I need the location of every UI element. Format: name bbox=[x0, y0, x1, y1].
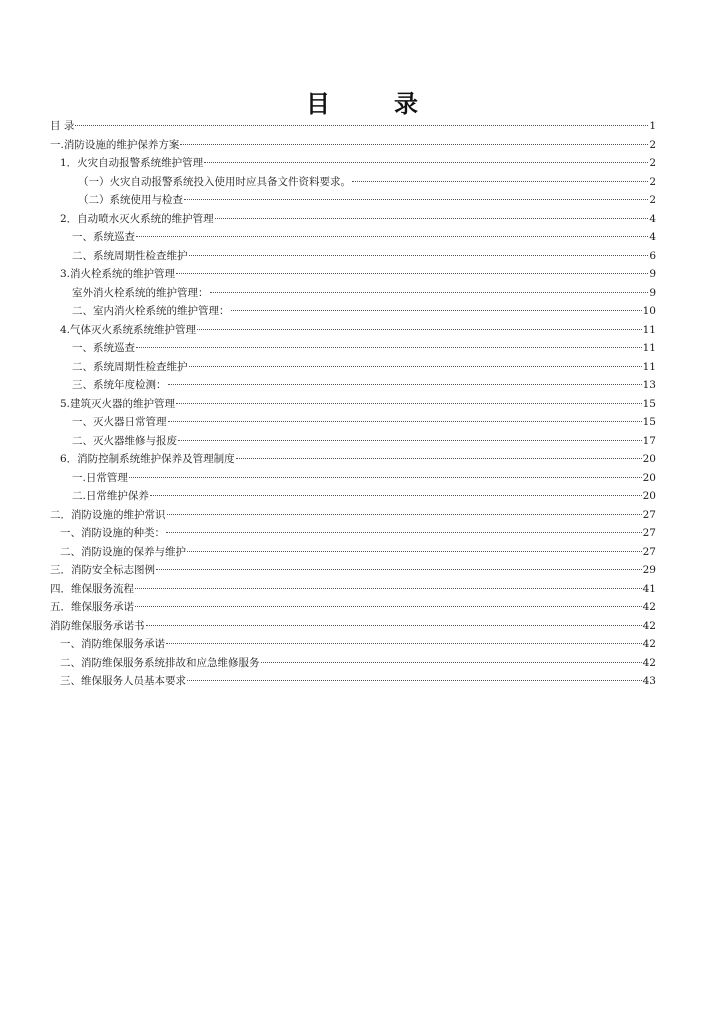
toc-entry-page-number: 27 bbox=[642, 508, 656, 521]
toc-entry-label: 二、灭火器维修与报废 bbox=[72, 434, 177, 447]
toc-entry[interactable] bbox=[50, 450, 656, 469]
toc-entry-label: 二．消防设施的维护常识 bbox=[50, 508, 166, 521]
toc-entry[interactable] bbox=[50, 302, 656, 321]
toc-entry-label: 二、消防维保服务系统排故和应急维修服务 bbox=[60, 656, 260, 669]
toc-entry[interactable] bbox=[50, 413, 656, 432]
toc-entry-label: 4.气体灭火系统系统维护管理 bbox=[60, 323, 197, 336]
toc-entry[interactable] bbox=[50, 136, 656, 155]
toc-entry-page-number: 2 bbox=[649, 138, 656, 151]
toc-entry[interactable] bbox=[50, 654, 656, 673]
toc-entry[interactable] bbox=[50, 506, 656, 525]
toc-entry[interactable] bbox=[50, 117, 656, 136]
toc-entry-page-number: 42 bbox=[642, 656, 656, 669]
toc-entry-page-number: 1 bbox=[649, 120, 656, 132]
toc-entry-page-number: 15 bbox=[642, 416, 656, 428]
page-title bbox=[0, 84, 724, 119]
toc-entry[interactable] bbox=[50, 321, 656, 340]
toc-leader-dots bbox=[210, 292, 649, 293]
toc-leader-dots bbox=[129, 477, 642, 478]
toc-entry[interactable] bbox=[50, 672, 656, 691]
toc-entry-page-number: 42 bbox=[642, 601, 656, 613]
toc-entry-label: 二.日常维护保养 bbox=[72, 490, 149, 502]
toc-entry-page-number: 11 bbox=[642, 360, 656, 373]
toc-entry[interactable] bbox=[50, 432, 656, 451]
toc-leader-dots bbox=[136, 347, 642, 348]
toc-entry-label: 3.消火栓系统的维护管理 bbox=[60, 268, 176, 280]
toc-entry-page-number: 4 bbox=[649, 231, 656, 243]
toc-entry[interactable] bbox=[50, 173, 656, 192]
toc-entry[interactable] bbox=[50, 487, 656, 506]
toc-entry-label: 5.建筑灭火器的维护管理 bbox=[60, 397, 176, 410]
toc-entry-page-number: 27 bbox=[642, 527, 656, 539]
toc-leader-dots bbox=[150, 495, 642, 496]
toc-entry[interactable] bbox=[50, 469, 656, 488]
toc-leader-dots bbox=[189, 366, 642, 367]
toc-entry-page-number: 4 bbox=[649, 212, 656, 225]
toc-entry[interactable] bbox=[50, 358, 656, 377]
toc-entry-page-number: 10 bbox=[642, 305, 656, 317]
toc-entry-page-number: 17 bbox=[642, 434, 656, 447]
toc-entry-page-number: 13 bbox=[642, 379, 656, 391]
toc-entry-page-number: 11 bbox=[642, 323, 656, 336]
toc-leader-dots bbox=[187, 680, 642, 681]
toc-entry[interactable] bbox=[50, 376, 656, 395]
toc-entry-label: 一、系统巡查 bbox=[72, 231, 135, 243]
toc-entry-label: （二）系统使用与检查 bbox=[78, 194, 183, 206]
toc-entry[interactable] bbox=[50, 395, 656, 414]
toc-leader-dots bbox=[184, 199, 648, 200]
toc-leader-dots bbox=[176, 403, 642, 404]
toc-entry[interactable] bbox=[50, 524, 656, 543]
toc-entry-page-number: 41 bbox=[642, 582, 656, 595]
toc-leader-dots bbox=[156, 569, 642, 570]
toc-entry-page-number: 2 bbox=[649, 175, 656, 188]
toc-entry-label: 一.日常管理 bbox=[72, 471, 128, 484]
toc-entry[interactable] bbox=[50, 580, 656, 599]
toc-entry-label: 二、系统周期性检查维护 bbox=[72, 249, 188, 262]
toc-entry-label: 五．维保服务承诺 bbox=[50, 601, 134, 613]
toc-entry-page-number: 15 bbox=[642, 397, 656, 410]
toc-entry-label: 一、消防维保服务承诺 bbox=[60, 638, 165, 650]
toc-leader-dots bbox=[189, 255, 649, 256]
toc-entry-page-number: 20 bbox=[642, 453, 656, 465]
toc-leader-dots bbox=[261, 662, 642, 663]
toc-leader-dots bbox=[197, 329, 642, 330]
toc-entry-page-number: 20 bbox=[642, 471, 656, 484]
toc-entry-page-number: 9 bbox=[649, 268, 656, 280]
toc-leader-dots bbox=[135, 588, 642, 589]
toc-entry-page-number: 43 bbox=[642, 675, 656, 687]
toc-leader-dots bbox=[167, 514, 642, 515]
toc-leader-dots bbox=[168, 384, 642, 385]
toc-entry[interactable] bbox=[50, 617, 656, 636]
toc-entry[interactable] bbox=[50, 635, 656, 654]
toc-entry-page-number: 42 bbox=[642, 619, 656, 632]
toc-entry-label: 一、系统巡查 bbox=[72, 342, 135, 354]
toc-entry-page-number: 2 bbox=[649, 194, 656, 206]
toc-leader-dots bbox=[215, 218, 649, 219]
toc-entry[interactable] bbox=[50, 598, 656, 617]
toc-entry[interactable] bbox=[50, 247, 656, 266]
toc-leader-dots bbox=[236, 458, 642, 459]
toc-leader-dots bbox=[146, 625, 642, 626]
toc-entry-label: 目 录 bbox=[50, 120, 75, 132]
toc-entry[interactable] bbox=[50, 210, 656, 229]
toc-entry-page-number: 20 bbox=[642, 490, 656, 502]
toc-entry[interactable] bbox=[50, 339, 656, 358]
toc-entry-page-number: 42 bbox=[642, 638, 656, 650]
toc-leader-dots bbox=[204, 162, 648, 163]
toc-entry-label: 三、维保服务人员基本要求 bbox=[60, 675, 186, 687]
toc-entry[interactable] bbox=[50, 154, 656, 173]
toc-entry-page-number: 27 bbox=[642, 545, 656, 558]
toc-entry[interactable] bbox=[50, 228, 656, 247]
toc-entry-page-number: 9 bbox=[649, 286, 656, 299]
toc-entry-page-number: 2 bbox=[649, 157, 656, 169]
toc-leader-dots bbox=[187, 551, 642, 552]
toc-entry-label: 三．消防安全标志图例 bbox=[50, 564, 155, 576]
toc-entry-page-number: 11 bbox=[642, 342, 656, 354]
toc-leader-dots bbox=[178, 440, 642, 441]
toc-entry-label: 三、系统年度检测： bbox=[72, 379, 167, 391]
toc-leader-dots bbox=[352, 181, 648, 182]
toc-leader-dots bbox=[135, 606, 642, 607]
toc-leader-dots bbox=[168, 421, 642, 422]
toc-entry-page-number: 6 bbox=[649, 249, 656, 262]
toc-leader-dots bbox=[180, 144, 648, 145]
toc-entry-label: 二、系统周期性检查维护 bbox=[72, 360, 188, 373]
toc-entry-label: 一.消防设施的维护保养方案 bbox=[50, 138, 180, 151]
table-of-contents bbox=[50, 117, 656, 691]
toc-entry-label: 一、灭火器日常管理 bbox=[72, 416, 167, 428]
toc-leader-dots bbox=[176, 273, 648, 274]
title-char-1: 目 bbox=[306, 90, 330, 118]
toc-entry-label: 2．自动喷水灭火系统的维护管理 bbox=[60, 212, 214, 225]
toc-leader-dots bbox=[166, 532, 642, 533]
title-char-2: 录 bbox=[394, 90, 418, 118]
toc-entry[interactable] bbox=[50, 191, 656, 210]
toc-leader-dots bbox=[136, 236, 648, 237]
toc-entry-label: 四．维保服务流程 bbox=[50, 582, 134, 595]
toc-entry[interactable] bbox=[50, 543, 656, 562]
toc-entry-page-number: 29 bbox=[642, 564, 656, 576]
toc-entry[interactable] bbox=[50, 284, 656, 303]
toc-entry-label: 二、消防设施的保养与维护 bbox=[60, 545, 186, 558]
toc-entry[interactable] bbox=[50, 265, 656, 284]
toc-entry-label: 消防维保服务承诺书 bbox=[50, 619, 145, 632]
toc-entry-label: 一、消防设施的种类： bbox=[60, 527, 165, 539]
toc-entry-label: 二、室内消火栓系统的维护管理： bbox=[72, 305, 230, 317]
toc-leader-dots bbox=[75, 125, 648, 126]
toc-entry-label: 6．消防控制系统维护保养及管理制度 bbox=[60, 453, 235, 465]
toc-entry-label: 室外消火栓系统的维护管理： bbox=[72, 286, 209, 299]
toc-leader-dots bbox=[166, 643, 642, 644]
toc-entry-label: （一）火灾自动报警系统投入使用时应具备文件资料要求。 bbox=[78, 175, 351, 188]
toc-entry-label: 1．火灾自动报警系统维护管理 bbox=[60, 157, 204, 169]
toc-leader-dots bbox=[231, 310, 642, 311]
toc-entry[interactable] bbox=[50, 561, 656, 580]
